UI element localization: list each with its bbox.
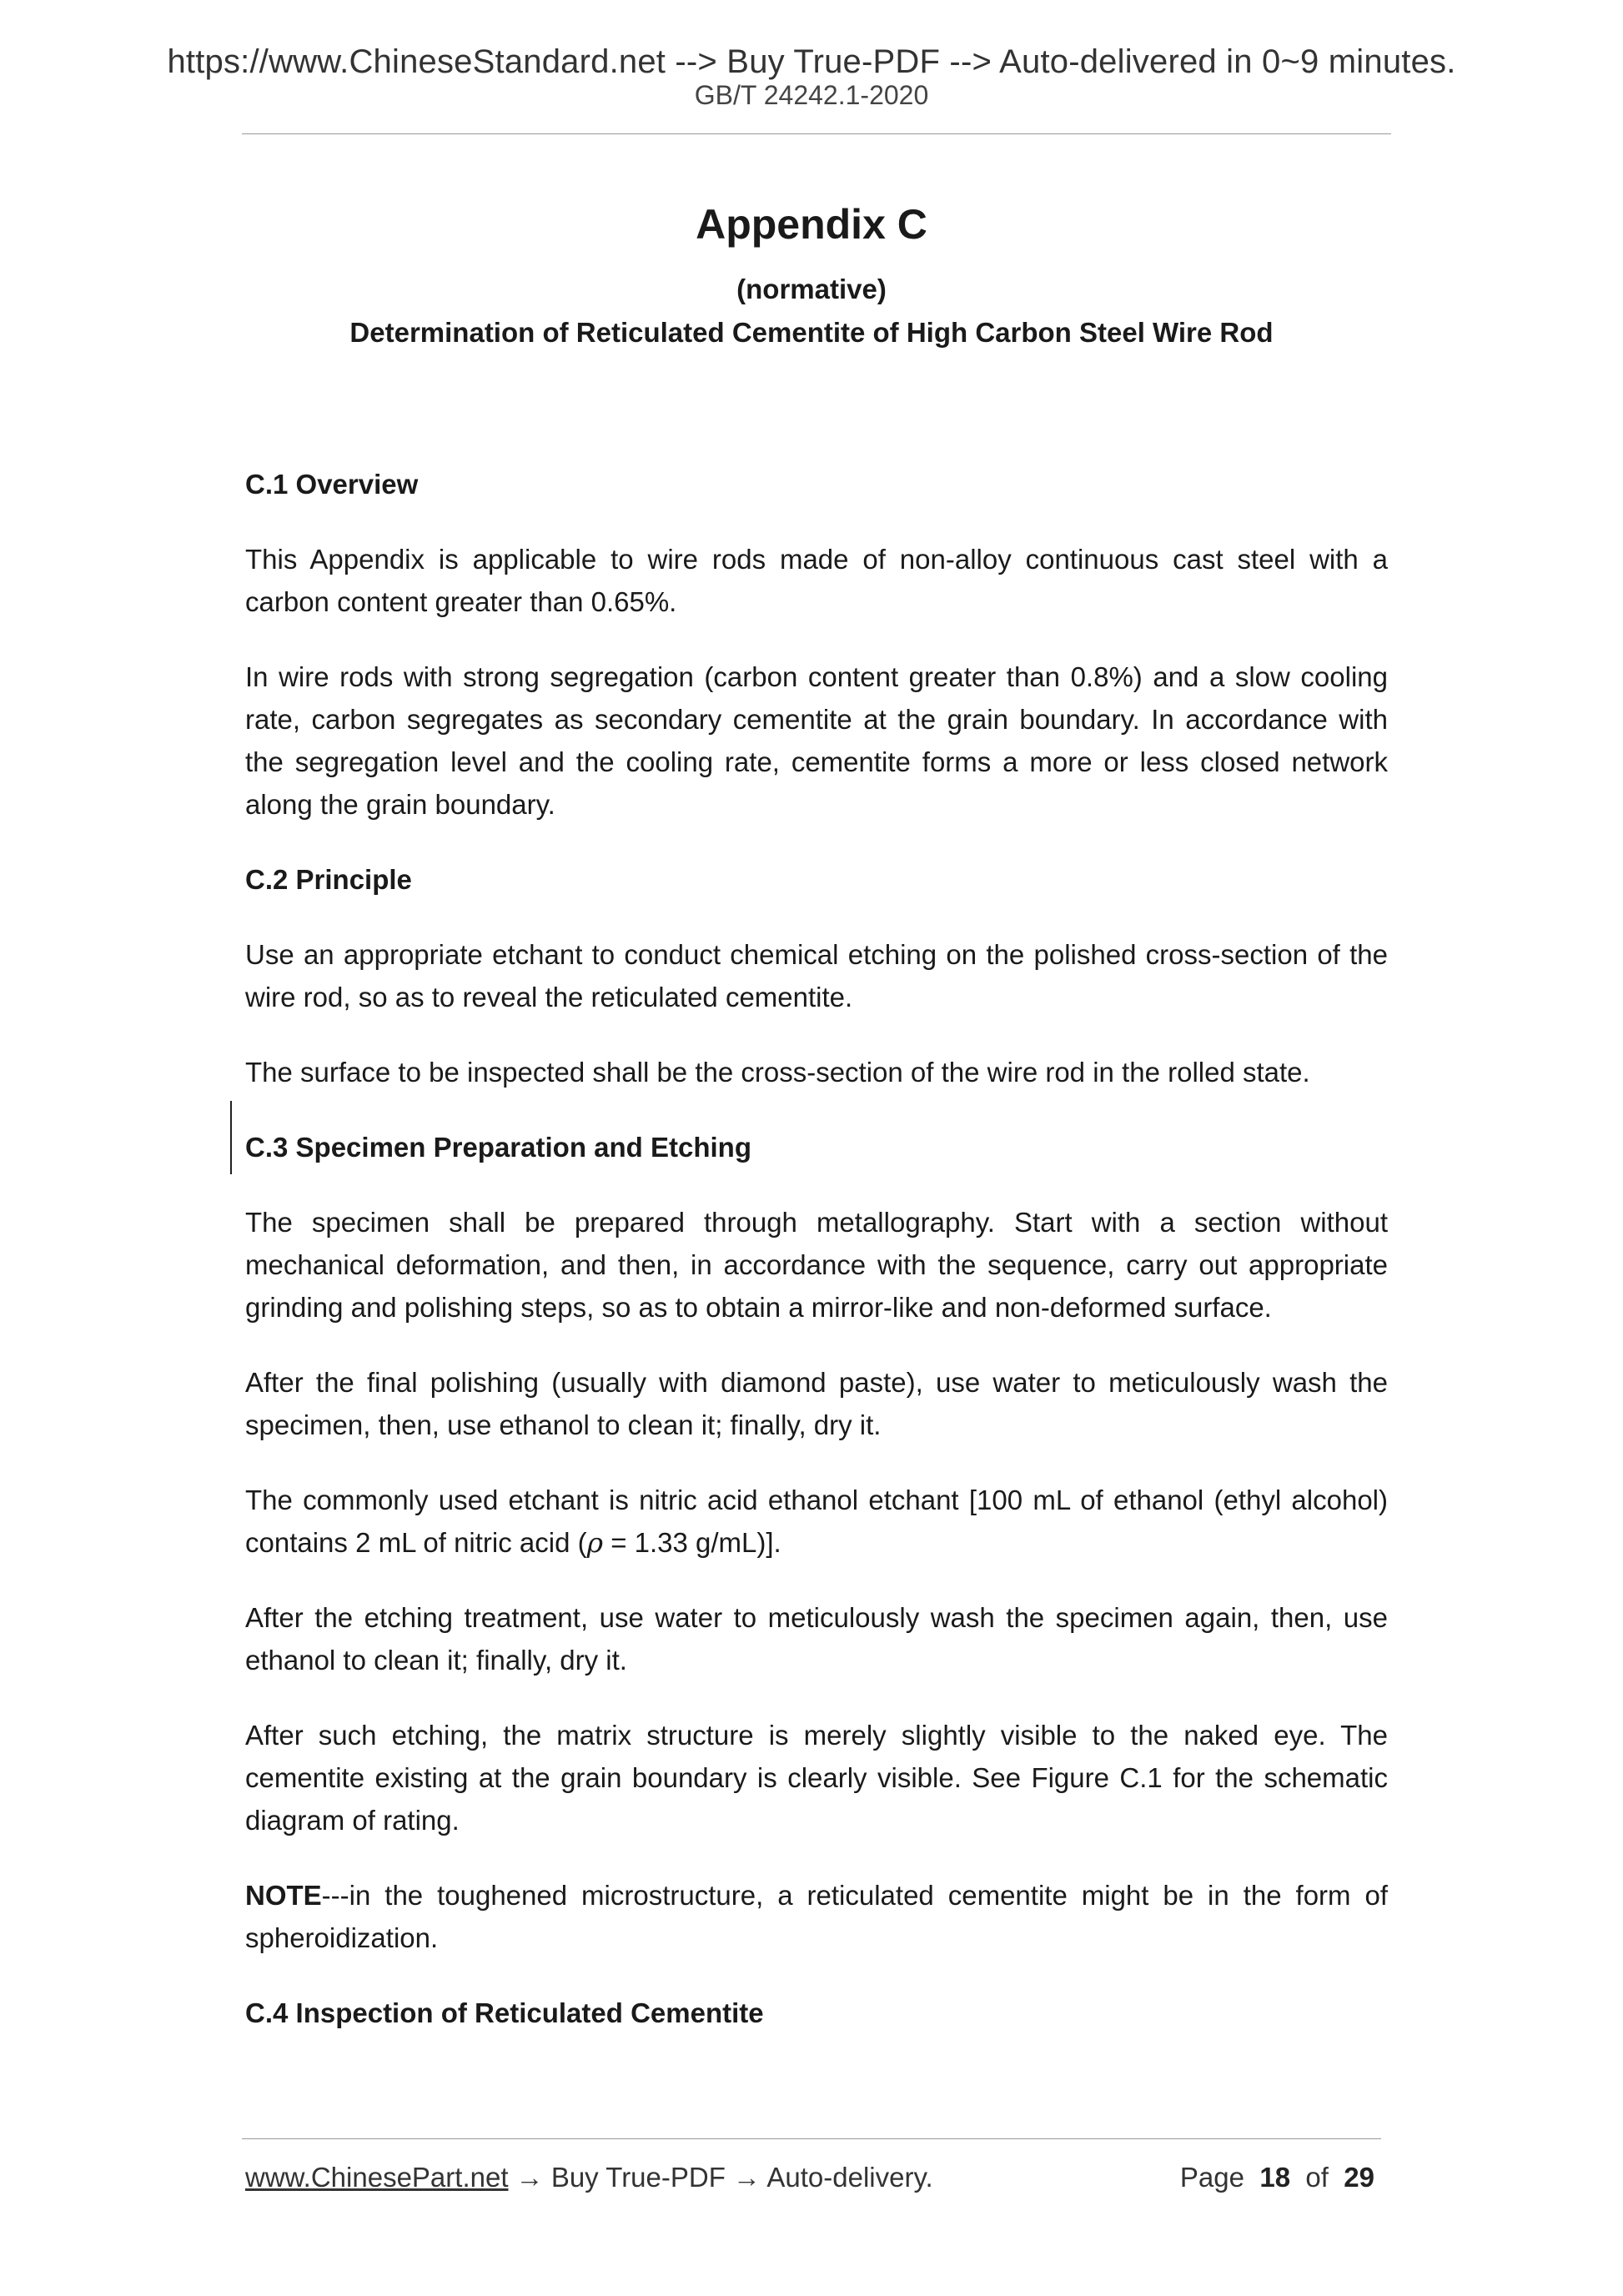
section-heading-c1: C.1 Overview	[245, 469, 419, 500]
section-heading-c3: C.3 Specimen Preparation and Etching	[245, 1132, 751, 1163]
note-label: NOTE	[245, 1880, 322, 1911]
density-symbol: ρ	[586, 1526, 604, 1559]
section-heading-c4: C.4 Inspection of Reticulated Cementite	[245, 1997, 764, 2028]
paragraph-c1-1: This Appendix is applicable to wire rods made of non-alloy continuous cast steel with a carbon content greater than 0.65%.	[245, 544, 1388, 617]
standard-code: GB/T 24242.1-2020	[694, 80, 929, 110]
appendix-subtitle: Determination of Reticulated Cementite of High Carbon Steel Wire Rod	[349, 317, 1274, 348]
paragraph-c3-3	[245, 1479, 1388, 1564]
note-paragraph	[245, 1874, 1388, 1959]
page-total: 29	[1344, 2162, 1374, 2193]
source-banner: https://www.ChineseStandard.net --> Buy True-PDF --> Auto-delivered in 0~9 minutes.	[167, 43, 1456, 80]
paragraph-c3-4: After the etching treatment, use water to meticulously wash the specimen again, then, use ethanol to clean it; finally, dry it.	[245, 1602, 1388, 1676]
appendix-title: Appendix C	[696, 201, 927, 248]
etchant-text: The commonly used etchant is nitric acid ethanol etchant [100 mL of ethanol (ethyl alcohol) contains 2 mL of nitric acid (	[245, 1485, 1388, 1558]
revision-change-bar	[230, 1101, 232, 1174]
header-divider	[242, 133, 1391, 134]
footer-promo-text: → Buy True-PDF → Auto-delivery.	[508, 2162, 933, 2193]
section-heading-c2: C.2 Principle	[245, 864, 412, 895]
footer-promo	[245, 2162, 933, 2193]
paragraph-c1-2: In wire rods with strong segregation (carbon content greater than 0.8%) and a slow cooling rate, carbon segregates as secondary cementite at the grain boundary. In accordance with the segregation level and the cooling rate, cementite forms a more or less closed network along the grain boundary.	[245, 661, 1388, 820]
of-label: of	[1305, 2162, 1329, 2193]
footer-divider	[242, 2138, 1381, 2139]
footer-link[interactable]: www.ChinesePart.net	[245, 2162, 509, 2193]
page-current: 18	[1259, 2162, 1291, 2193]
etchant-density-text: = 1.33 g/mL)].	[603, 1527, 781, 1558]
page-number	[1180, 2162, 1374, 2193]
paragraph-c2-2: The surface to be inspected shall be the cross-section of the wire rod in the rolled state.	[245, 1057, 1310, 1088]
paragraph-c2-1: Use an appropriate etchant to conduct chemical etching on the polished cross-section of the wire rod, so as to reveal the reticulated cementite.	[245, 939, 1388, 1012]
document-body	[245, 463, 1388, 2067]
paragraph-c3-5: After such etching, the matrix structure is merely slightly visible to the naked eye. The cementite existing at the grain boundary is clearly visible. See Figure C.1 for the schematic diagram of rating.	[245, 1720, 1388, 1836]
page-label: Page	[1179, 2162, 1244, 2193]
paragraph-c3-1: The specimen shall be prepared through metallography. Start with a section without mechanical deformation, and then, in accordance with the sequence, carry out appropriate grinding and polishing steps, so as to obtain a mirror-like and non-deformed surface.	[245, 1207, 1388, 1323]
note-text: ---in the toughened microstructure, a reticulated cementite might be in the form of spheroidization.	[245, 1880, 1388, 1953]
appendix-type: (normative)	[736, 274, 887, 304]
paragraph-c3-2: After the final polishing (usually with diamond paste), use water to meticulously wash the specimen, then, use ethanol to clean it; finally, dry it.	[245, 1367, 1388, 1440]
